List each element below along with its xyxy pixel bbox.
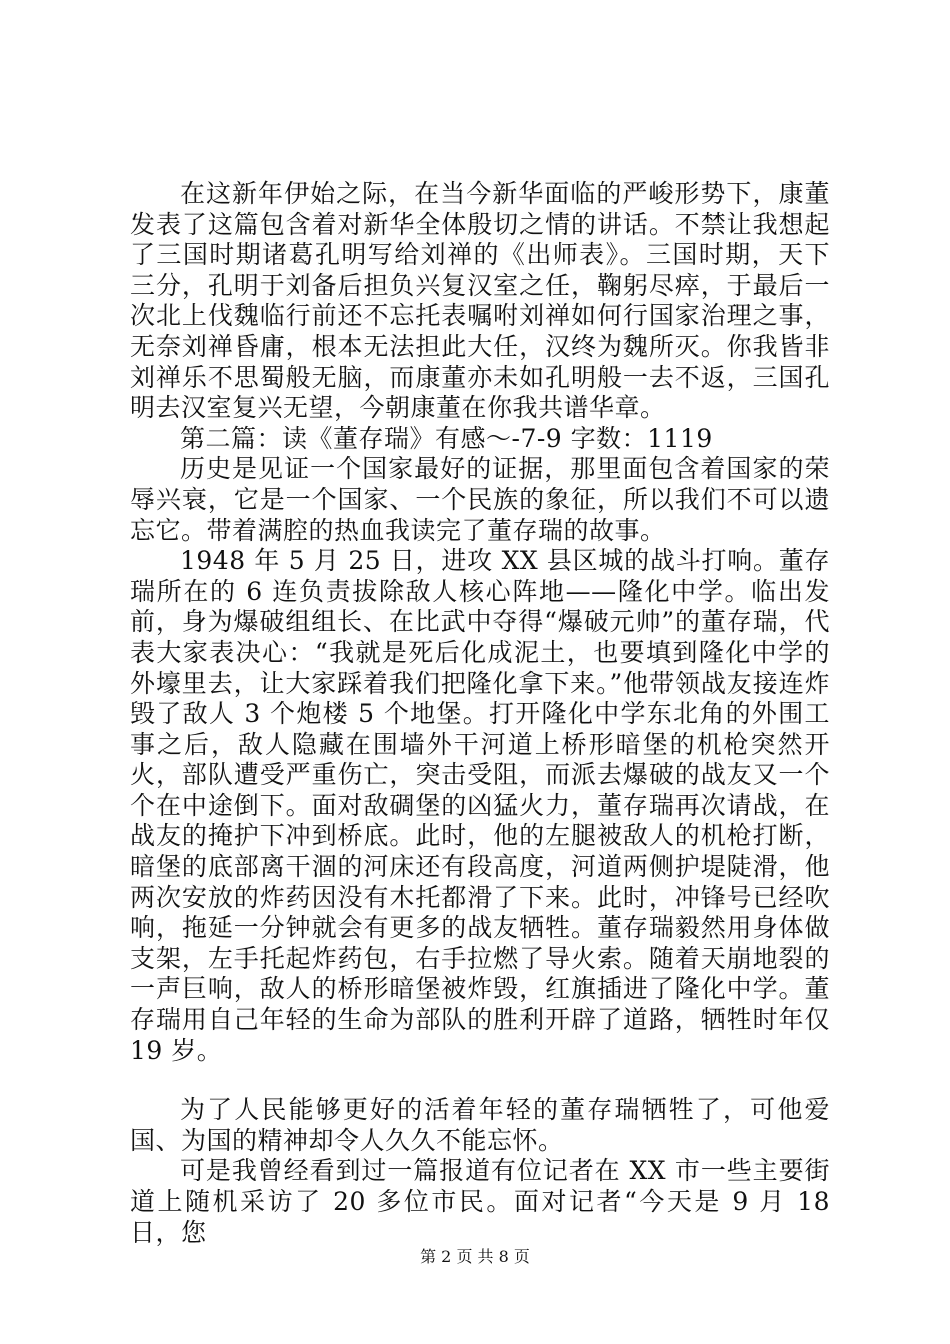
page-number-footer: 第 2 页 共 8 页 bbox=[420, 1247, 530, 1266]
paragraph-sacrifice: 为了人民能够更好的活着年轻的董存瑞牺牲了，可他爱国、为国的精神却令人久久不能忘怀。 bbox=[130, 1095, 830, 1155]
paragraph-battle: 1948 年 5 月 25 日，进攻 XX 县区城的战斗打响。董存瑞所在的 6 连负责拔除敌人核心阵地——隆化中学。临出发前，身为爆破组组长、在比武中夺得“爆破元帅”的董存瑞，代表大家表决心：“我就是死后化成泥土，也要填到隆化中学的外壕里去，让大家踩着我们把隆化拿下来。”他带领战友接连炸毁了敌人 3 个炮楼 5 个地堡。打开隆化中学东北角的外围工事之后，敌人隐藏在围墙外干河道上桥形暗堡的机枪突然开火，部队遭受严重伤亡，突击受阻，而派去爆破的战友又一个个在中途倒下。面对敌碉堡的凶猛火力，董存瑞再次请战，在战友的掩护下冲到桥底。此时，他的左腿被敌人的机枪打断，暗堡的底部离干涸的河床还有段高度，河道两侧护堤陡滑，他两次安放的炸药因没有木托都滑了下来。此时，冲锋号已经吹响，拖延一分钟就会有更多的战友牺牲。董存瑞毅然用身体做支架，左手托起炸药包，右手拉燃了导火索。随着天崩地裂的一声巨响，敌人的桥形暗堡被炸毁，红旗插进了隆化中学。董存瑞用自己年轻的生命为部队的胜利开辟了道路，牺牲时年仅 19 岁。 bbox=[130, 546, 830, 1065]
paragraph-history: 历史是见证一个国家最好的证据，那里面包含着国家的荣辱兴衰，它是一个国家、一个民族的象征，所以我们不可以遗忘它。带着满腔的热血我读完了董存瑞的故事。 bbox=[130, 454, 830, 545]
paragraph-report: 可是我曾经看到过一篇报道有位记者在 XX 市一些主要街道上随机采访了 20 多位市民。面对记者“今天是 9 月 18 日，您 bbox=[130, 1156, 830, 1247]
paragraph-intro: 在这新年伊始之际，在当今新华面临的严峻形势下，康董发表了这篇包含着对新华全体殷切之情的讲话。不禁让我想起了三国时期诸葛孔明写给刘禅的《出师表》。三国时期，天下三分，孔明于刘备后担负兴复汉室之任，鞠躬尽瘁，于最后一次北上伐魏临行前还不忘托表嘱咐刘禅如何行国家治理之事，无奈刘禅昏庸，根本无法担此大任，汉终为魏所灭。你我皆非刘禅乐不思蜀般无脑，而康董亦未如孔明般一去不返，三国孔明去汉室复兴无望，今朝康董在你我共谱华章。 bbox=[130, 179, 830, 423]
section-heading: 第二篇：读《董存瑞》有感～-7-9 字数：1119 bbox=[180, 423, 713, 453]
document-body bbox=[130, 179, 830, 1248]
